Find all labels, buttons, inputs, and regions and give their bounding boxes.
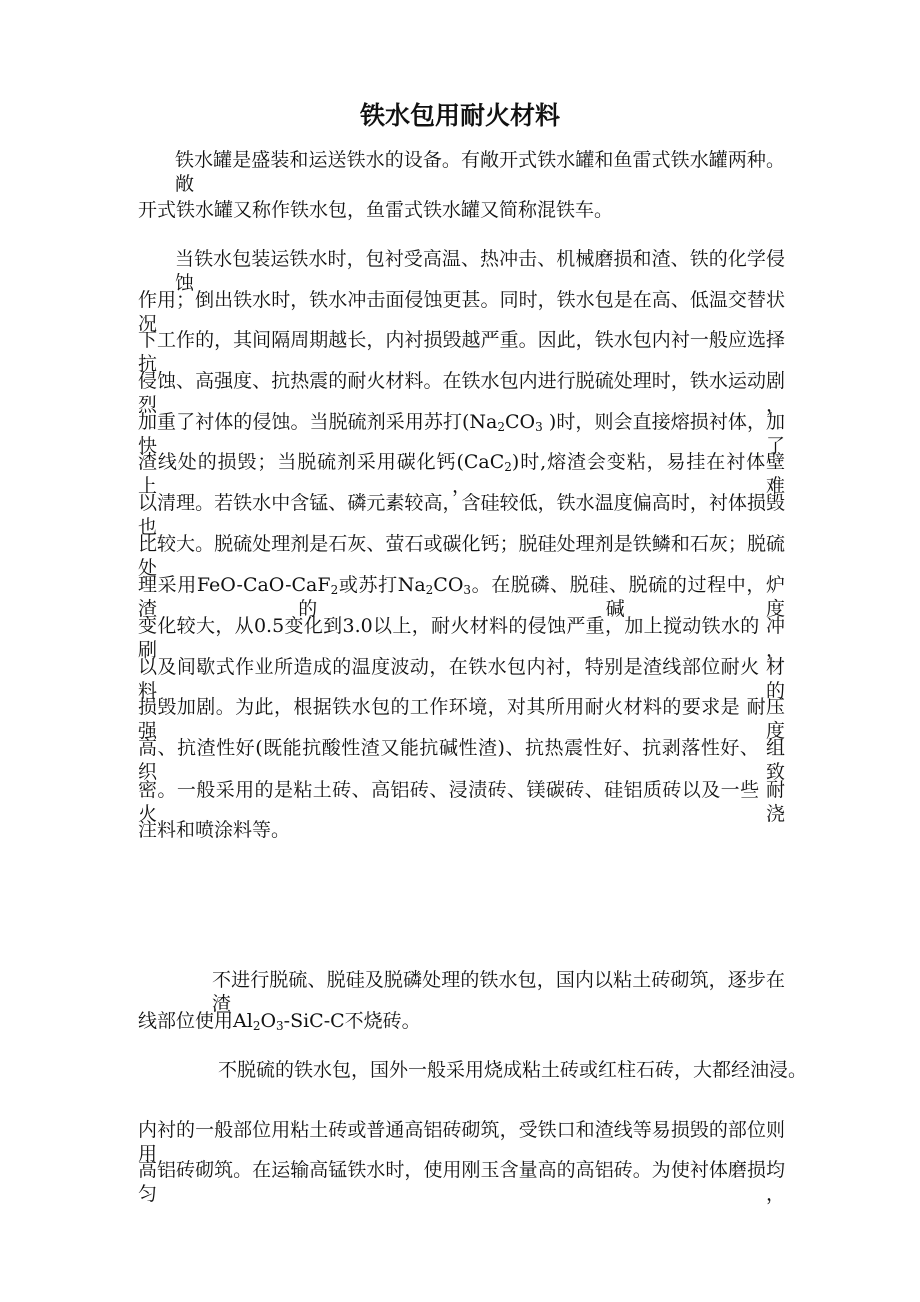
text-segment: CO: [505, 411, 536, 433]
text-segment: 。在脱磷、脱硅、脱硫的过程中，炉渣的 碱度: [138, 574, 786, 620]
subscript: 3: [535, 420, 543, 434]
text-segment: 铁水罐是盛装和运送铁水的设备。有敞开式铁水罐和鱼雷式铁水罐两种。敞: [175, 149, 785, 195]
text-segment: 高铝砖砌筑。在运输高锰铁水时，使用刚玉含量高的高铝砖。为使衬体磨损均匀，: [138, 1159, 785, 1205]
text-segment: 渣线处的损毁；当脱硫剂采用碳化钙(CaC: [138, 451, 505, 473]
subscript: 3: [463, 583, 472, 597]
text-segment: -SiC-C不烧砖。: [283, 1010, 421, 1032]
text-segment: 变化较大，从0.5变化到3.0以上，耐火材料的侵蚀严重，加上搅动铁水的 冲刷，: [138, 615, 785, 661]
text-line: [138, 818, 290, 842]
text-segment: 作用；倒出铁水时，铁水冲击面侵蚀更甚。同时，铁水包是在高、低温交替状况: [138, 289, 785, 335]
text-line: [138, 198, 613, 222]
subscript: 2: [425, 583, 434, 597]
text-segment: 或苏打Na: [338, 574, 426, 596]
subscript: 3: [276, 1019, 284, 1033]
text-segment: CO: [433, 574, 464, 596]
text-line: [138, 736, 785, 784]
text-segment: 下工作的，其间隔周期越长，内衬损毁越严重。因此，铁水包内衬一般应选择抗: [138, 329, 785, 375]
text-segment: 侵蚀、高强度、抗热震的耐火材料。在铁水包内进行脱硫处理时，铁水运动剧烈，: [138, 370, 785, 416]
subscript: 2: [330, 583, 339, 597]
text-segment: 以清理。若铁水中含锰、磷元素较高，含硅较低，铁水温度偏高时，衬体损毁也: [138, 492, 785, 538]
text-segment: 比较大。脱硫处理剂是石灰、萤石或碳化钙；脱硅处理剂是铁鳞和石灰；脱硫处: [138, 533, 785, 579]
text-segment: 不进行脱硫、脱硅及脱磷处理的铁水包，国内以粘土砖砌筑，逐步在渣: [212, 969, 785, 1015]
text-segment: )时，则会直接熔损衬体，加快了: [138, 411, 785, 457]
text-segment: 加重了衬体的侵蚀。当脱硫剂采用苏打(Na: [138, 411, 498, 433]
text-line: [138, 1009, 421, 1033]
text-segment: 内衬的一般部位用粘土砖或普通高铝砖砌筑，受铁口和渣线等易损毁的部位则用: [138, 1119, 785, 1165]
subscript: 2: [497, 420, 506, 434]
text-segment: 密。一般采用的是粘土砖、高铝砖、浸渍砖、镁碳砖、硅铝质砖以及一些 耐火浇: [138, 779, 785, 825]
subscript: 2: [504, 460, 512, 474]
text-segment: 损毁加剧。为此，根据铁水包的工作环境，对其所用耐火材料的要求是 耐压强度: [138, 696, 785, 742]
text-segment: 以及间歇式作业所造成的温度波动，在铁水包内衬，特别是渣线部位耐火 材料的: [138, 656, 785, 702]
text-segment: O: [260, 1010, 277, 1032]
text-segment: 当铁水包装运铁水时，包衬受高温、热冲击、机械磨损和渣、铁的化学侵蚀: [175, 248, 785, 294]
text-segment: 不脱硫的铁水包，国外一般采用烧成粘土砖或红柱石砖，大都经油浸。: [218, 1059, 808, 1081]
text-segment: 理采用FeO-CaO-CaF: [138, 574, 331, 596]
text-line: [138, 1158, 785, 1206]
document-title: 铁水包用耐火材料: [359, 101, 560, 130]
text-segment: 线部位使用Al: [138, 1010, 253, 1032]
text-segment: 注料和喷涂料等。: [138, 819, 291, 841]
subscript: 2: [252, 1019, 261, 1033]
text-line: [175, 148, 785, 196]
text-line: [218, 1058, 807, 1082]
text-segment: 开式铁水罐又称作铁水包，鱼雷式铁水罐又简称混铁车。: [138, 199, 614, 221]
text-segment: )时,熔渣会变粘，易挂在衬体壁上，难: [138, 451, 785, 497]
text-segment: 高、抗渣性好(既能抗酸性渣又能抗碱性渣)、抗热震性好、抗剥落性好、 组织致: [138, 737, 785, 783]
